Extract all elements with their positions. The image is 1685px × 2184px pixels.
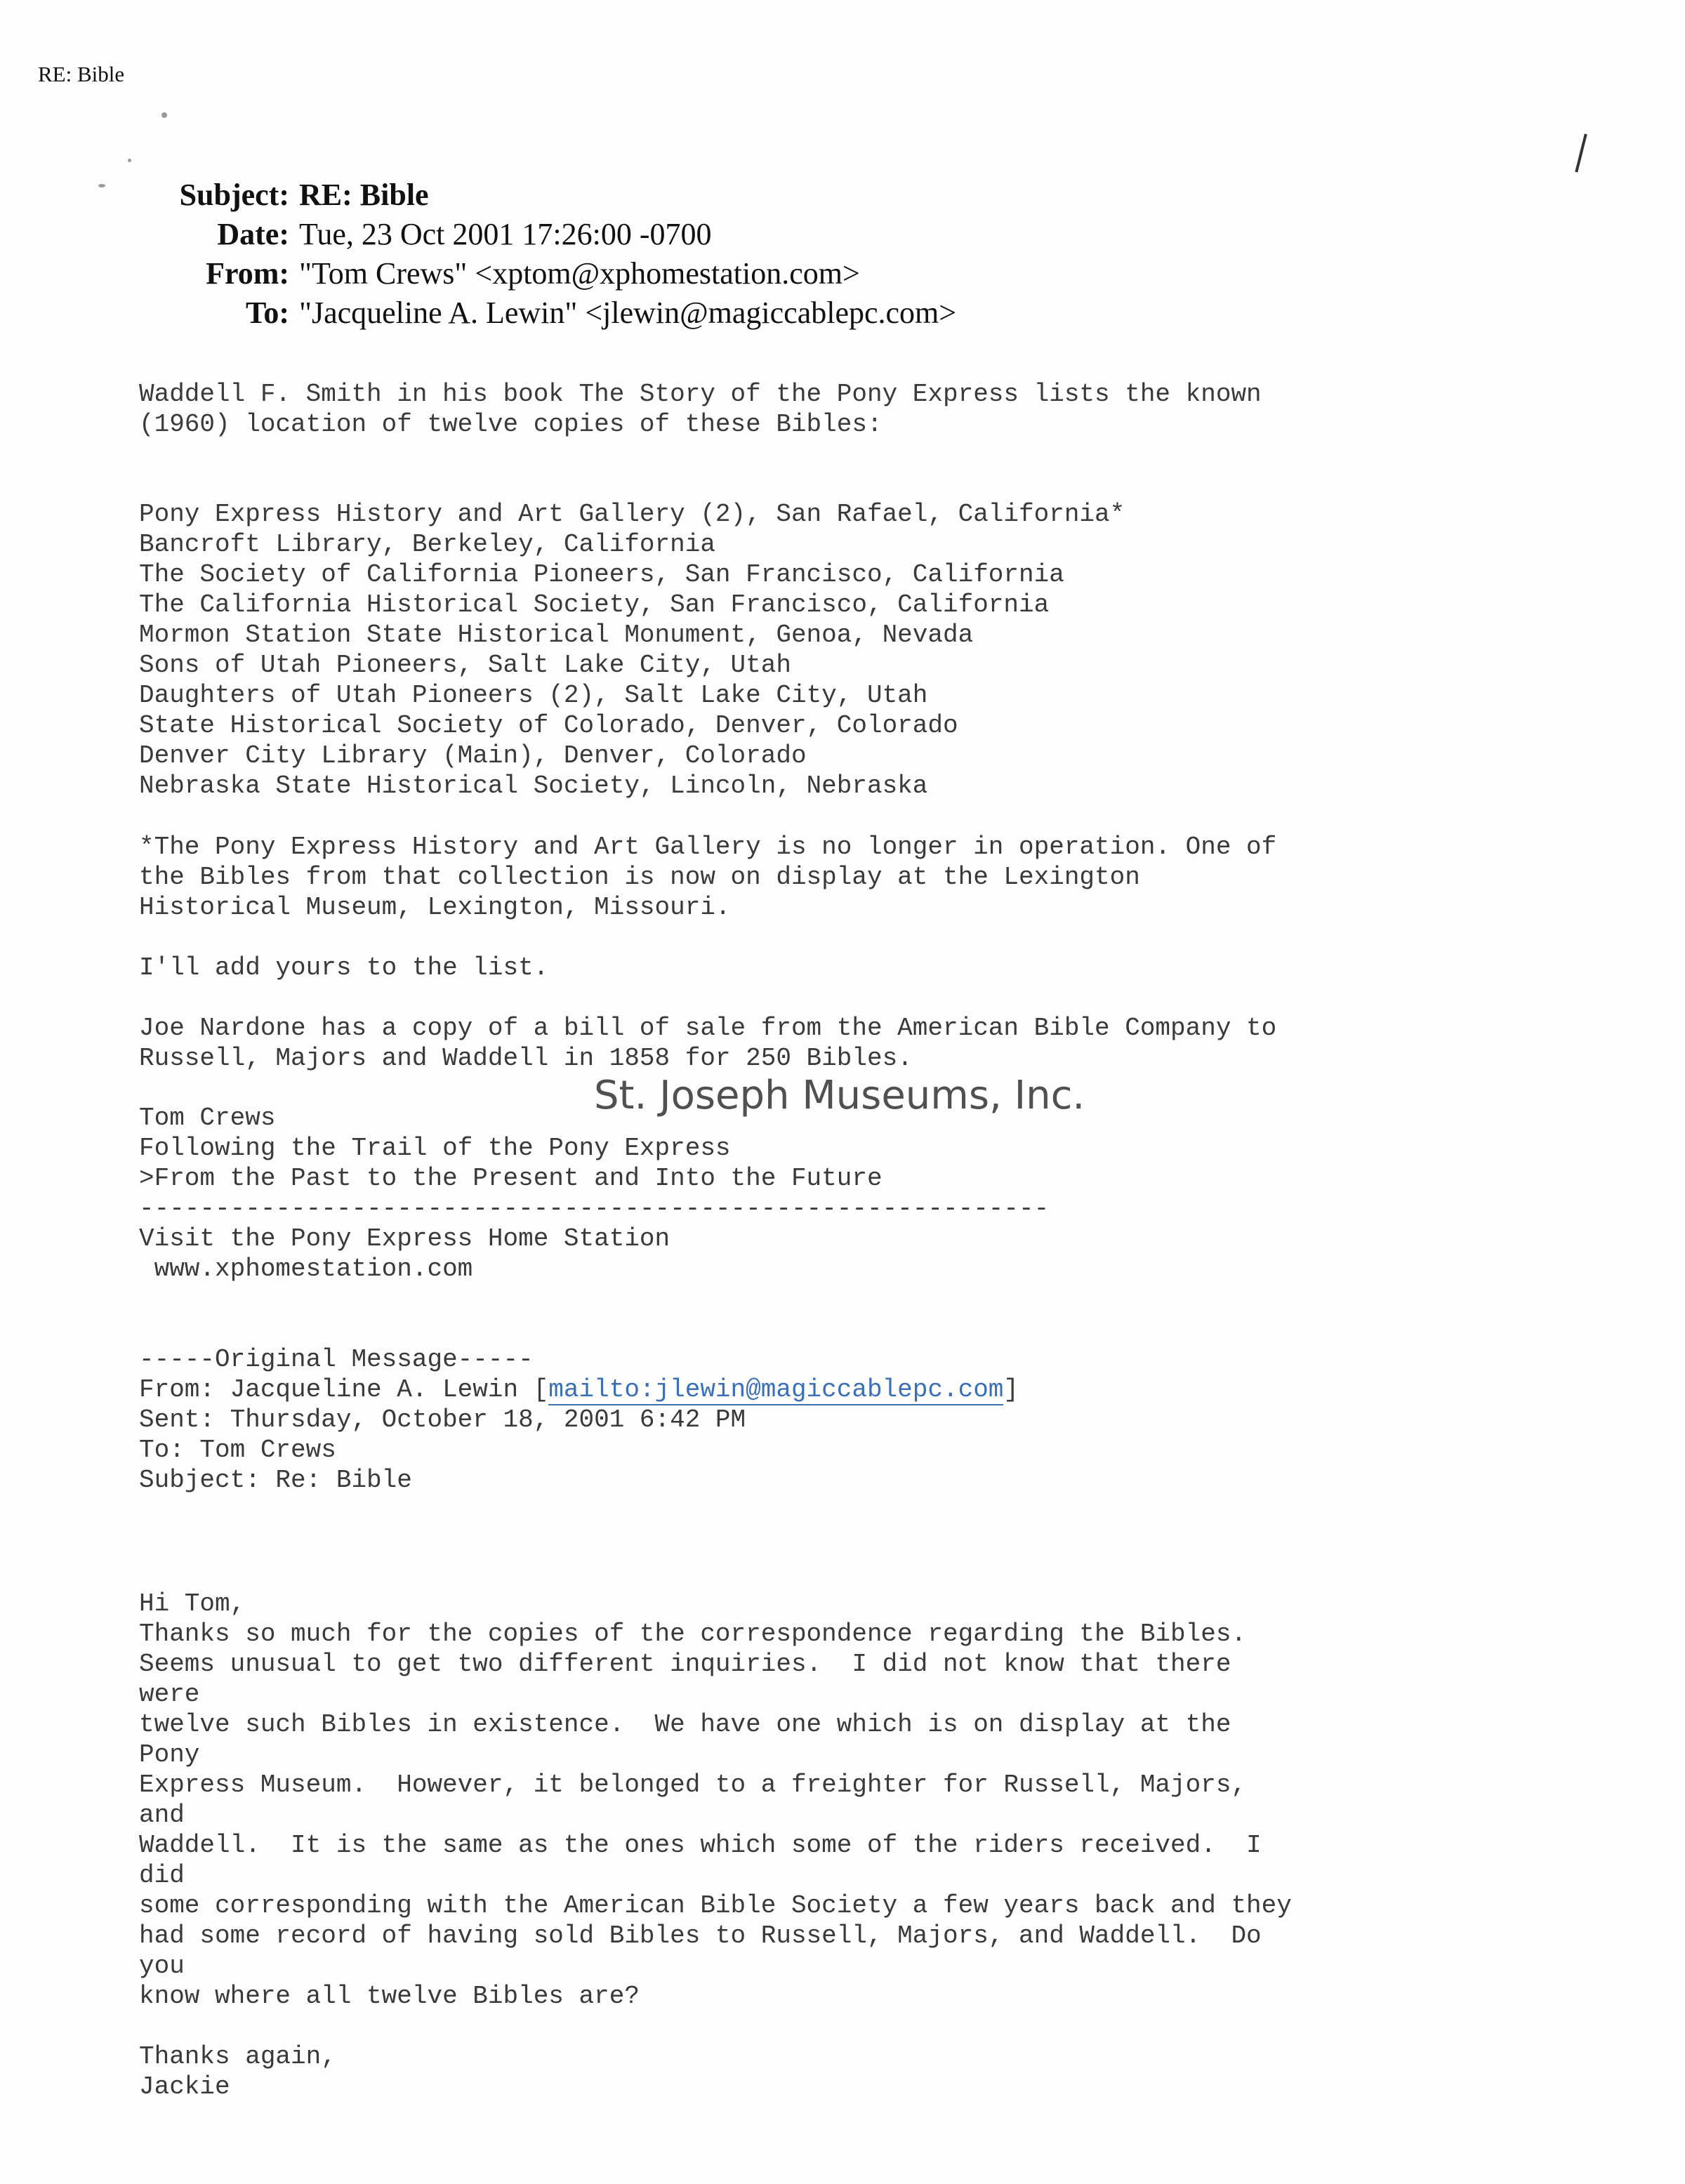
from-label: From :: [140, 254, 299, 293]
bible-locations-list: [139, 499, 1125, 801]
text-line: (1960) location of twelve copies of these Bibles:: [139, 410, 883, 439]
text-line: did: [139, 1861, 185, 1890]
text-line: Joe Nardone has a copy of a bill of sale from the American Bible Company to: [139, 1014, 1277, 1043]
text-line: were: [139, 1680, 200, 1709]
intro-paragraph: [139, 379, 1262, 439]
original-to-line: To: Tom Crews: [139, 1436, 336, 1464]
text-line: Pony: [139, 1740, 200, 1769]
text-line: Thanks again,: [139, 2042, 336, 2071]
scan-speck: [161, 112, 167, 118]
to-row: [140, 293, 956, 333]
signature-line: >From the Past to the Present and Into the Future: [139, 1164, 883, 1193]
original-message-body: [139, 1589, 1292, 2102]
signature-divider: ------------------------------------------------------------: [139, 1194, 1050, 1223]
text-line: and: [139, 1801, 185, 1829]
subject-label: Subject :: [140, 176, 299, 215]
signature-name: Tom Crews: [139, 1104, 276, 1132]
subject-value: RE: Bible: [299, 178, 429, 212]
original-sent-line: Sent: Thursday, October 18, 2001 6:42 PM: [139, 1405, 746, 1434]
to-value: "Jacqueline A. Lewin" <jlewin@magiccablepc.com>: [299, 296, 957, 330]
from-value: "Tom Crews" <xptom@xphomestation.com>: [299, 256, 860, 291]
email-signature: [139, 1103, 1049, 1284]
text-line: Jackie: [139, 2072, 230, 2101]
text-line: *The Pony Express History and Art Gallery is no longer in operation. One of: [139, 833, 1277, 861]
text-line: know where all twelve Bibles are?: [139, 1982, 640, 2011]
text-line: some corresponding with the American Bible Society a few years back and they: [139, 1891, 1292, 1920]
scan-speck: [128, 159, 131, 162]
date-value: Tue, 23 Oct 2001 17:26:00 -0700: [299, 217, 712, 251]
list-item: Mormon Station State Historical Monument, Genoa, Nevada: [139, 621, 974, 649]
mailto-link[interactable]: mailto:jlewin@magiccablepc.com: [548, 1375, 1004, 1404]
list-item: Daughters of Utah Pioneers (2), Salt Lake City, Utah: [139, 681, 928, 710]
original-from-prefix: From: Jacqueline A. Lewin [: [139, 1375, 549, 1404]
text-line: Historical Museum, Lexington, Missouri.: [139, 893, 731, 922]
from-row: [140, 254, 956, 293]
original-from-line: [139, 1375, 1019, 1405]
date-row: [140, 215, 956, 254]
text-line: I'll add yours to the list.: [139, 953, 549, 982]
list-item: State Historical Society of Colorado, Denver, Colorado: [139, 711, 958, 740]
email-header: [140, 176, 956, 333]
blank-line: [139, 2011, 1292, 2041]
scan-speck: [98, 184, 105, 187]
text-line: Express Museum. However, it belonged to a freighter for Russell, Majors,: [139, 1771, 1247, 1799]
date-label: Date :: [140, 215, 299, 254]
footnote-paragraph: [139, 832, 1276, 922]
list-item: The California Historical Society, San Francisco, California: [139, 590, 1050, 619]
list-item: Nebraska State Historical Society, Lincoln, Nebraska: [139, 772, 928, 800]
text-line: Seems unusual to get two different inquiries. I did not know that there: [139, 1650, 1231, 1679]
original-from-suffix: ]: [1003, 1375, 1019, 1404]
list-item: The Society of California Pioneers, San Francisco, California: [139, 560, 1064, 589]
text-line: Thanks so much for the copies of the correspondence regarding the Bibles.: [139, 1620, 1247, 1648]
list-item: Denver City Library (Main), Denver, Colorado: [139, 741, 807, 770]
pen-mark: [1575, 133, 1587, 172]
text-line: Waddell. It is the same as the ones which some of the riders received. I: [139, 1831, 1262, 1860]
subject-row: [140, 176, 956, 215]
signature-website: www.xphomestation.com: [139, 1255, 473, 1283]
text-line: Hi Tom,: [139, 1589, 246, 1618]
page-title: RE: Bible: [38, 62, 125, 86]
original-message-header: [139, 1344, 1019, 1495]
bill-of-sale-paragraph: [139, 1013, 1276, 1073]
museum-watermark: St. Joseph Museums, Inc.: [594, 1073, 1085, 1118]
to-label: To :: [140, 293, 299, 333]
text-line: the Bibles from that collection is now on display at the Lexington: [139, 863, 1140, 892]
text-line: Russell, Majors and Waddell in 1858 for 250 Bibles.: [139, 1044, 913, 1073]
list-item: Bancroft Library, Berkeley, California: [139, 530, 715, 559]
text-line: Waddell F. Smith in his book The Story of the Pony Express lists the known: [139, 380, 1262, 409]
signature-line: Visit the Pony Express Home Station: [139, 1224, 670, 1253]
original-message-divider: -----Original Message-----: [139, 1345, 534, 1374]
text-line: had some record of having sold Bibles to Russell, Majors, and Waddell. Do: [139, 1921, 1262, 1950]
original-subject-line: Subject: Re: Bible: [139, 1466, 412, 1495]
signature-line: Following the Trail of the Pony Express: [139, 1134, 731, 1163]
list-item: Sons of Utah Pioneers, Salt Lake City, Utah: [139, 651, 791, 680]
text-line: twelve such Bibles in existence. We have one which is on display at the: [139, 1710, 1231, 1739]
text-line: you: [139, 1952, 185, 1980]
list-item: Pony Express History and Art Gallery (2), San Rafael, California*: [139, 500, 1125, 529]
add-note-paragraph: [139, 953, 548, 983]
